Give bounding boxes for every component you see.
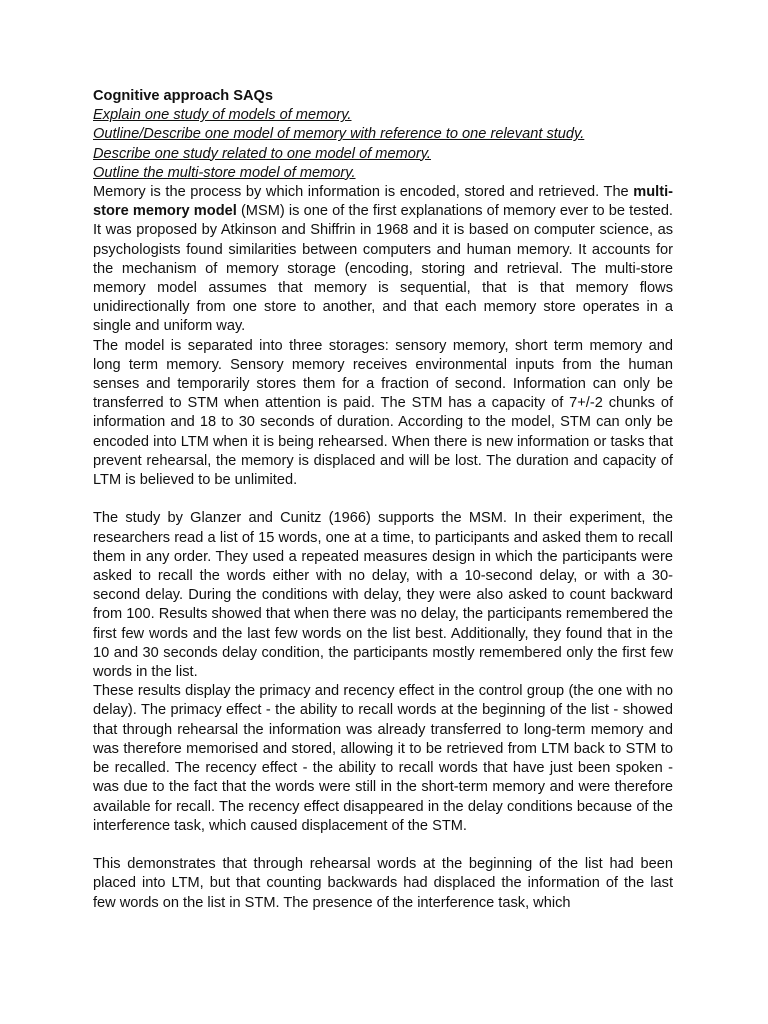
- paragraph-gap: [93, 836, 673, 855]
- paragraph-glanzer-study: The study by Glanzer and Cunitz (1966) supports the MSM. In their experiment, the researchers read a list of 15 words, one at a time, to participants and asked them to recall them in any order. They used a repeated measures design in which the participants were asked to recall the words either with no delay, with a 10-second delay, or with a 30-second delay. During the conditions with delay, they were also asked to count backward from 100. Results showed that when there was no delay, the participants remembered the first few words and the last few words on the list best. Additionally, they found that in the 10 and 30 seconds delay condition, the participants mostly remembered only the first few words in the list.: [93, 510, 673, 681]
- paragraph-msm-intro-rest: (MSM) is one of the first explanations of memory ever to be tested. It was proposed by Atkinson and Shiffrin in 1968 and it is based on computer science, as psychologists found similarities between computers and human memory. It accounts for the mechanism of memory storage (encoding, storing and retrieval. The multi-store memory model assumes that memory is sequential, that is that memory flows unidirectionally from one store to another, and that each memory store operates in a single and uniform way.: [93, 203, 673, 335]
- paragraph-msm-intro-start: Memory is the process by which information is encoded, stored and retrieved. The: [93, 184, 634, 201]
- document-heading: Cognitive approach SAQs: [93, 88, 274, 104]
- msm-term: multi-store memory model: [93, 184, 673, 220]
- question-4: Outline the multi-store model of memory.: [93, 164, 356, 181]
- paragraph-primacy-recency: These results display the primacy and recency effect in the control group (the one with no delay). The primacy effect - the ability to recall words at the beginning of the list - showed that through rehearsal the information was already transferred to long-term memory and was therefore memorised and stored, allowing it to be retrieved from LTM back to STM to be recalled. The recency effect - the ability to recall words that have just been spoken - was due to the fact that the words were still in the short-term memory and were therefore available for recall. The recency effect disappeared in the delay conditions because of the interference task, which caused displacement of the STM.: [93, 683, 673, 834]
- document-page: [93, 87, 673, 913]
- paragraph-gap: [93, 490, 673, 509]
- question-1: Explain one study of models of memory.: [93, 107, 352, 124]
- paragraph-msm-intro: [93, 183, 673, 337]
- question-2: Outline/Describe one model of memory with reference to one relevant study.: [93, 126, 585, 143]
- question-3: Describe one study related to one model of memory.: [93, 145, 431, 162]
- paragraph-model-stores: The model is separated into three storages: sensory memory, short term memory and long term memory. Sensory memory receives environmental inputs from the human senses and temporarily stores them for a fraction of second. Information can only be transferred to STM when attention is paid. The STM has a capacity of 7+/-2 chunks of information and 18 to 30 seconds of duration. According to the model, STM can only be encoded into LTM when it is being rehearsed. When there is new information or tasks that prevent rehearsal, the memory is displaced and will be lost. The duration and capacity of LTM is believed to be unlimited.: [93, 337, 673, 489]
- paragraph-conclusion: This demonstrates that through rehearsal words at the beginning of the list had been placed into LTM, but that counting backwards had displaced the information of the last few words on the list in STM. The presence of the interference task, which: [93, 856, 673, 911]
